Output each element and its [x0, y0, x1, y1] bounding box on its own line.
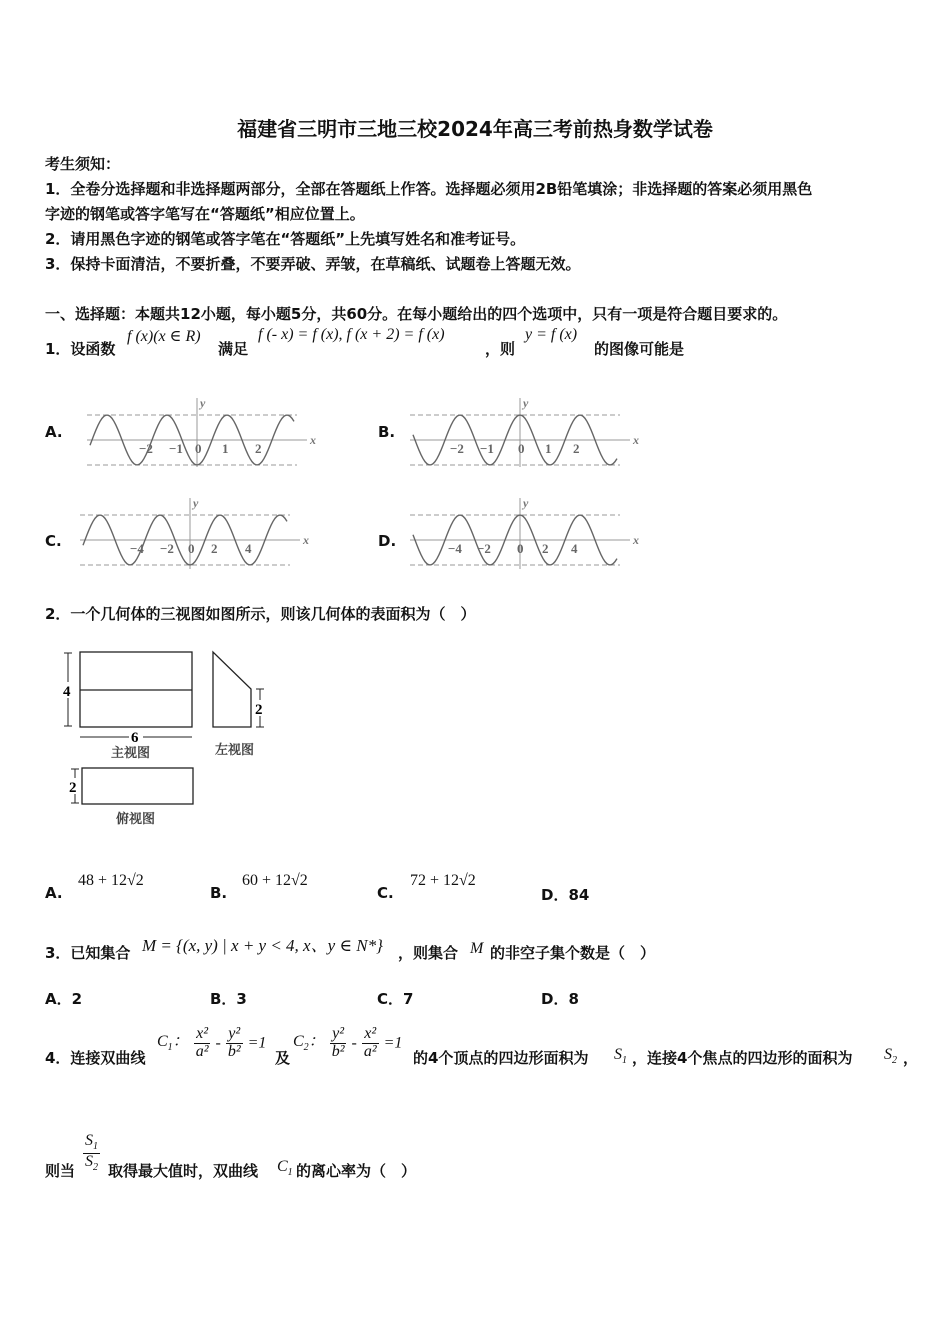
tick-label: −2 — [160, 541, 174, 556]
x-axis-label: x — [303, 533, 309, 547]
q3-text-2: 的非空子集个数是（ ） — [490, 944, 656, 962]
c2-symbol: C — [293, 1032, 304, 1050]
q1-option-b-label: B. — [378, 423, 396, 441]
q4-text-eccentricity: 的离心率为（ ） — [296, 1162, 417, 1180]
x-axis-label: x — [633, 533, 639, 547]
tick-label: 1 — [545, 441, 552, 456]
denominator: b² — [227, 1042, 241, 1060]
q2-option-a-label: A. — [45, 884, 63, 902]
q2-option-c: 72 + 12√2 — [410, 872, 476, 889]
q1-text-graph: 的图像可能是 — [594, 340, 685, 358]
numerator: x² — [194, 1026, 211, 1044]
y-axis-label: y — [523, 496, 529, 510]
y-axis-label: y — [200, 396, 206, 410]
q2-three-view-diagram — [55, 645, 285, 835]
q3-text: ，则集合 — [398, 944, 459, 962]
fraction-y2-b2 — [330, 1026, 347, 1061]
s2-symbol: S — [85, 1152, 93, 1170]
s1-subscript: 1 — [622, 1055, 627, 1067]
q4-hyperbola-c1 — [157, 1026, 266, 1061]
top-view — [82, 768, 193, 804]
s2-subscript: 2 — [93, 1161, 98, 1173]
width-label: 6 — [131, 730, 139, 746]
q3-number: 3．已知集合 — [45, 944, 131, 962]
tick-label: −1 — [169, 441, 183, 456]
fraction-x2-a2 — [194, 1026, 211, 1061]
q1-yfx: y = f (x) — [525, 326, 578, 343]
q1-graph-d — [405, 495, 645, 575]
tick-label: −2 — [450, 441, 464, 456]
c1-subscript: 1 — [287, 1167, 293, 1179]
q3-option-a: A．2 — [45, 990, 83, 1008]
tick-label: −2 — [477, 541, 491, 556]
tick-label: 0 — [517, 541, 524, 556]
q2-question: 2．一个几何体的三视图如图所示，则该几何体的表面积为（ ） — [45, 605, 476, 623]
equals-one: =1 — [247, 1034, 267, 1052]
s1-symbol: S — [614, 1046, 622, 1063]
equals-one: =1 — [383, 1034, 403, 1052]
tick-label: 1 — [222, 441, 229, 456]
tick-label: −4 — [130, 541, 144, 556]
x-axis-label: x — [310, 433, 316, 447]
q2-option-d: D．84 — [541, 886, 590, 904]
q3-option-d: D．8 — [541, 990, 579, 1008]
q1-text-then: ，则 — [485, 340, 516, 358]
q3-set-definition: M = {(x, y) | x + y < 4, x、y ∈ N*} — [142, 936, 383, 955]
height-label: 4 — [63, 684, 71, 700]
c1-symbol: C — [157, 1032, 168, 1050]
numerator: y² — [226, 1026, 243, 1044]
q3-set-M: M — [470, 940, 484, 957]
fraction-y2-b2 — [226, 1026, 243, 1061]
section-heading: 一、选择题：本题共12小题，每小题5分，共60分。在每小题给出的四个选项中，只有一项是符合题目要求的。 — [45, 305, 788, 323]
tick-label: −2 — [139, 441, 153, 456]
q3-option-b: B．3 — [210, 990, 247, 1008]
tick-label: −4 — [448, 541, 462, 556]
q1-text-satisfy: 满足 — [218, 340, 249, 358]
y-axis-label: y — [523, 396, 529, 410]
colon: ： — [172, 1032, 189, 1050]
q1-graph-b — [405, 395, 645, 470]
q4-s2 — [884, 1046, 897, 1066]
denominator: a² — [363, 1042, 377, 1060]
c1-symbol: C — [277, 1158, 288, 1175]
q2-option-c-label: C. — [377, 884, 394, 902]
notice-line-1a: 1．全卷分选择题和非选择题两部分，全部在答题纸上作答。选择题必须用2B铅笔填涂；非选择题的答案必须用黑色 — [45, 180, 813, 198]
q4-text-vertices: 的4个顶点的四边形面积为 — [413, 1049, 589, 1067]
q2-option-b-label: B. — [210, 884, 228, 902]
q1-option-a-label: A. — [45, 423, 63, 441]
s2-symbol: S — [884, 1046, 892, 1063]
q1-number: 1．设函数 — [45, 340, 116, 358]
q1-function-def: f (x)(x ∈ R) — [127, 328, 201, 345]
denominator: a² — [195, 1042, 209, 1060]
notice-heading: 考生须知： — [45, 155, 121, 173]
colon: ： — [308, 1032, 325, 1050]
side-view — [213, 652, 251, 727]
numerator — [83, 1133, 100, 1154]
q1-condition: f (- x) = f (x), f (x + 2) = f (x) — [258, 326, 445, 343]
q4-ratio-s1-s2 — [82, 1133, 101, 1173]
tick-label: 2 — [542, 541, 549, 556]
numerator: y² — [330, 1026, 347, 1044]
q4-s1 — [614, 1046, 627, 1066]
top-view-label: 俯视图 — [116, 811, 156, 826]
q4-number: 4．连接双曲线 — [45, 1049, 146, 1067]
minus-sign: - — [215, 1034, 221, 1052]
side-view-label: 左视图 — [215, 742, 255, 757]
notice-line-2: 2．请用黑色字迹的钢笔或答字笔在“答题纸”上先填写姓名和准考证号。 — [45, 230, 526, 248]
q1-graph-c — [75, 495, 315, 575]
numerator: x² — [362, 1026, 379, 1044]
q4-text-max: 取得最大值时，双曲线 — [108, 1162, 259, 1180]
q2-option-a: 48 + 12√2 — [78, 872, 144, 889]
q4-comma: ， — [903, 1049, 919, 1067]
x-axis-label: x — [633, 433, 639, 447]
side-height-label: 2 — [255, 702, 263, 718]
c1-subscript: 1 — [167, 1041, 173, 1053]
q4-text-foci: ，连接4个焦点的四边形的面积为 — [632, 1049, 853, 1067]
c2-subscript: 2 — [303, 1041, 309, 1053]
tick-label: 0 — [518, 441, 525, 456]
notice-line-3: 3．保持卡面清洁，不要折叠，不要弄破、弄皱，在草稿纸、试题卷上答题无效。 — [45, 255, 581, 273]
tick-label: 4 — [245, 541, 252, 556]
tick-label: 0 — [195, 441, 202, 456]
ratio-fraction — [83, 1133, 100, 1173]
notice-line-1b: 字迹的钢笔或答字笔写在“答题纸”相应位置上。 — [45, 205, 365, 223]
q1-option-d-label: D. — [378, 532, 397, 550]
page-title: 福建省三明市三地三校2024年高三考前热身数学试卷 — [237, 117, 713, 141]
tick-label: −1 — [480, 441, 494, 456]
q2-option-b: 60 + 12√2 — [242, 872, 308, 889]
s1-subscript: 1 — [93, 1141, 98, 1153]
front-view-label: 主视图 — [111, 745, 151, 760]
q4-text-when: 则当 — [45, 1162, 76, 1180]
q1-option-c-label: C. — [45, 532, 62, 550]
s1-symbol: S — [85, 1132, 93, 1149]
tick-label: 2 — [255, 441, 262, 456]
y-axis-label: y — [193, 496, 199, 510]
tick-label: 2 — [573, 441, 580, 456]
minus-sign: - — [351, 1034, 357, 1052]
q4-c1-inline — [277, 1158, 293, 1178]
denominator: b² — [331, 1042, 345, 1060]
denominator — [83, 1154, 100, 1174]
tick-label: 2 — [211, 541, 218, 556]
q4-hyperbola-c2 — [293, 1026, 402, 1061]
s2-subscript: 2 — [892, 1055, 897, 1067]
fraction-x2-a2 — [362, 1026, 379, 1061]
q4-and: 及 — [275, 1049, 291, 1067]
top-height-label: 2 — [69, 780, 77, 796]
tick-label: 4 — [571, 541, 578, 556]
tick-label: 0 — [188, 541, 195, 556]
q3-option-c: C．7 — [377, 990, 414, 1008]
q1-graph-a — [82, 395, 322, 470]
